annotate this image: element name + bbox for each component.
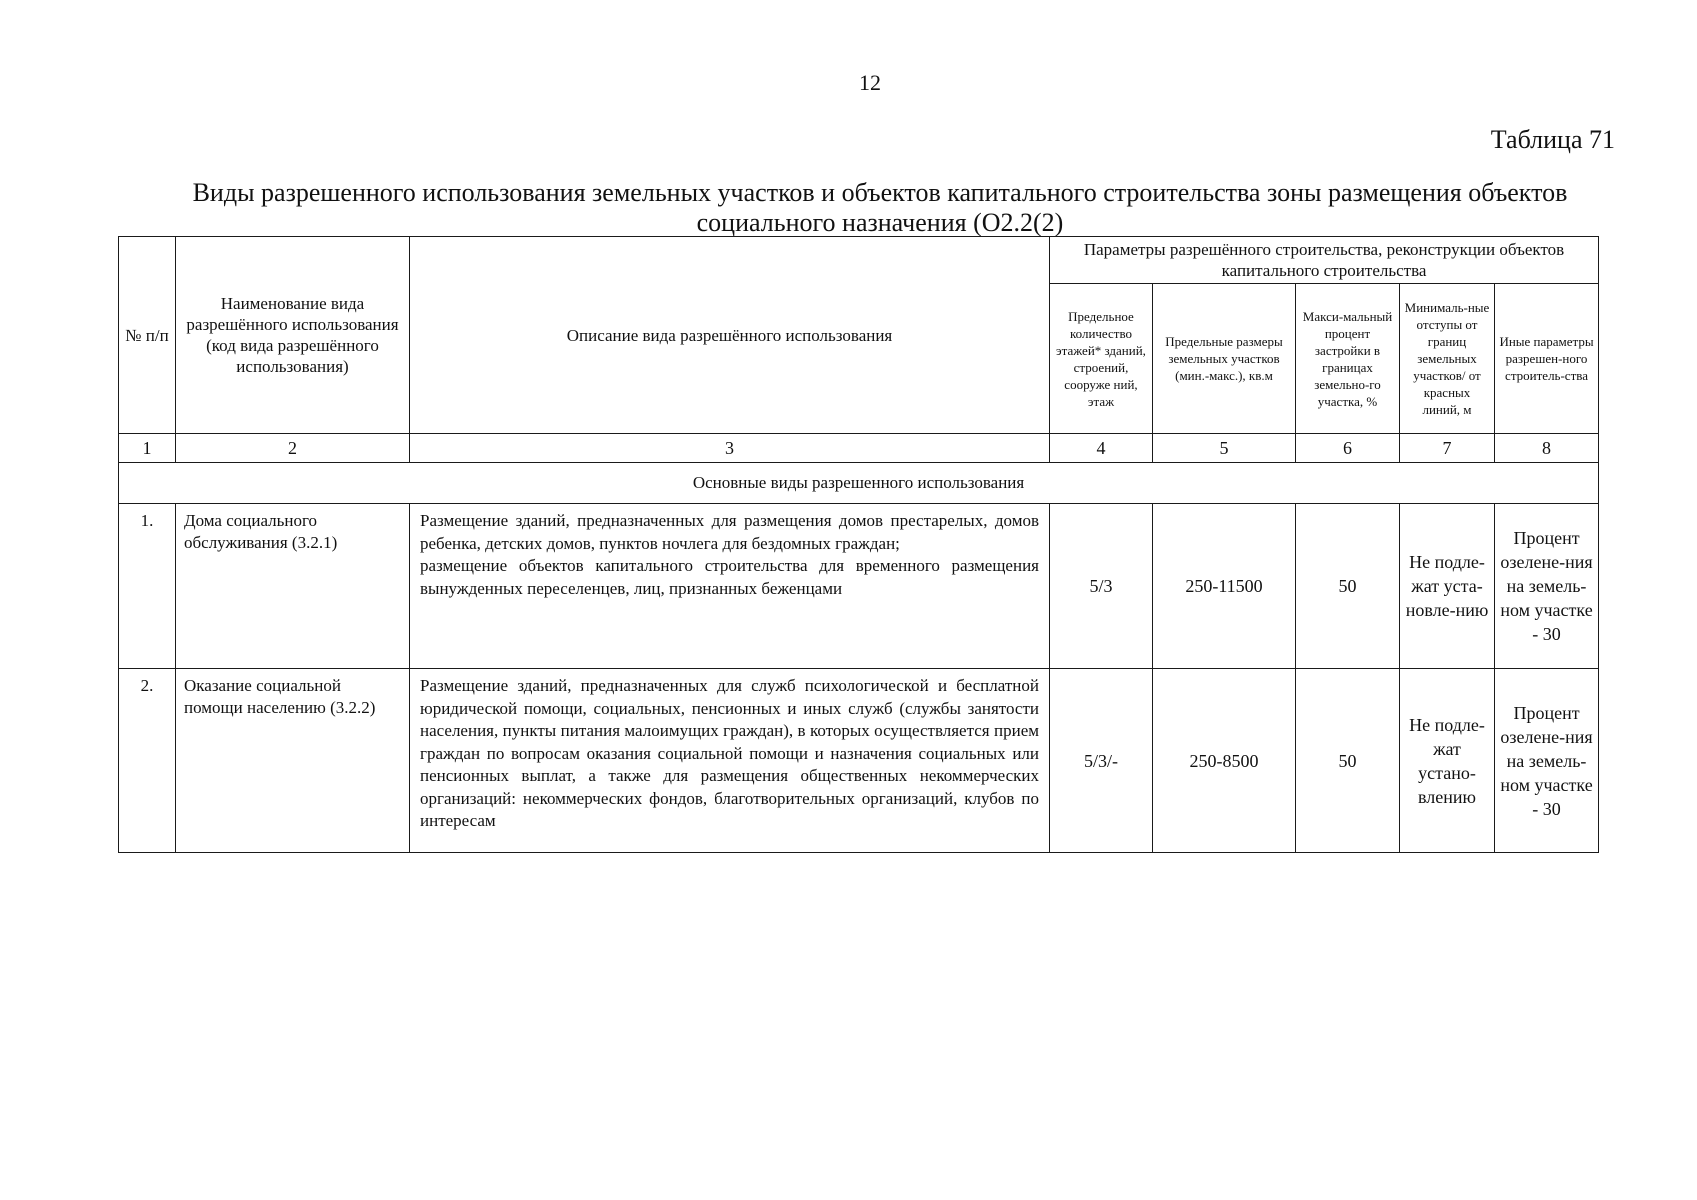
table-row: [119, 504, 1599, 669]
column-number: 7: [1400, 434, 1495, 463]
column-number: 4: [1050, 434, 1153, 463]
page-number: 12: [859, 70, 881, 95]
row-min-setback: Не подле-жат уста-новле-нию: [1400, 504, 1495, 669]
row-number: 2.: [119, 669, 176, 853]
row-description-part: Размещение зданий, предназначенных для размещения домов престарелых, домов ребенка, детских домов, пунктов ночлега для бездомных граждан;: [420, 511, 1039, 553]
column-number-row: [119, 434, 1599, 463]
column-number: 2: [176, 434, 410, 463]
table-caption: Таблица 71: [1490, 125, 1615, 154]
column-number: 3: [410, 434, 1050, 463]
column-number: 5: [1153, 434, 1296, 463]
row-description: Размещение зданий, предназначенных для служб психологической и бесплатной юридической помощи, социальных, пенсионных и иных служб (службы занятости населения, пункты питания малоимущих граждан), в которых осуществляется прием граждан по вопросам оказания социальной помощи и назначения социальных или пенсионных выплат, а также для размещения общественных некоммерческих организаций: некоммерческих фондов, благотворительных организаций, клубов по интересам: [410, 669, 1050, 853]
document-title: Виды разрешенного использования земельных участков и объектов капитального строительства зоны размещения объектов социального назначения (О2.2(2): [192, 178, 1568, 237]
header-description: Описание вида разрешённого использования: [410, 237, 1050, 434]
row-name: Оказание социальной помощи населению (3.2.2): [176, 669, 410, 853]
row-other-params: Процент озелене-ния на земель-ном участке - 30: [1495, 669, 1599, 853]
section-row: [119, 463, 1599, 504]
header-num: № п/п: [119, 237, 176, 434]
row-name: Дома социального обслуживания (3.2.1): [176, 504, 410, 669]
row-plot-size: 250-8500: [1153, 669, 1296, 853]
header-params-group: Параметры разрешённого строительства, реконструкции объектов капитального строительства: [1050, 237, 1599, 284]
zoning-table: [118, 236, 1599, 853]
section-title: Основные виды разрешенного использования: [119, 463, 1599, 504]
row-plot-size: 250-11500: [1153, 504, 1296, 669]
column-number: 6: [1296, 434, 1400, 463]
header-min-setback: Минималь-ные отступы от границ земельных участков/ от красных линий, м: [1400, 284, 1495, 434]
column-number: 1: [119, 434, 176, 463]
row-number: 1.: [119, 504, 176, 669]
row-description: [410, 504, 1050, 669]
header-floors: Предельное количество этажей* зданий, строений, сооруже ний, этаж: [1050, 284, 1153, 434]
header-plot-size: Предельные размеры земельных участков (мин.-макс.), кв.м: [1153, 284, 1296, 434]
header-row-1: [119, 237, 1599, 284]
header-other-params: Иные параметры разрешен-ного строитель-ства: [1495, 284, 1599, 434]
row-floors: 5/3/-: [1050, 669, 1153, 853]
row-max-coverage: 50: [1296, 669, 1400, 853]
row-description-part: размещение объектов капитального строительства для временного размещения вынужденных переселенцев, лиц, признанных беженцами: [420, 556, 1039, 598]
row-other-params: Процент озелене-ния на земель-ном участке - 30: [1495, 504, 1599, 669]
table-row: [119, 669, 1599, 853]
header-max-coverage: Макси-мальный процент застройки в границах земельно-го участка, %: [1296, 284, 1400, 434]
row-max-coverage: 50: [1296, 504, 1400, 669]
header-name: Наименование вида разрешённого использования (код вида разрешённого использования): [176, 237, 410, 434]
row-floors: 5/3: [1050, 504, 1153, 669]
row-min-setback: Не подле-жат устано-влению: [1400, 669, 1495, 853]
column-number: 8: [1495, 434, 1599, 463]
